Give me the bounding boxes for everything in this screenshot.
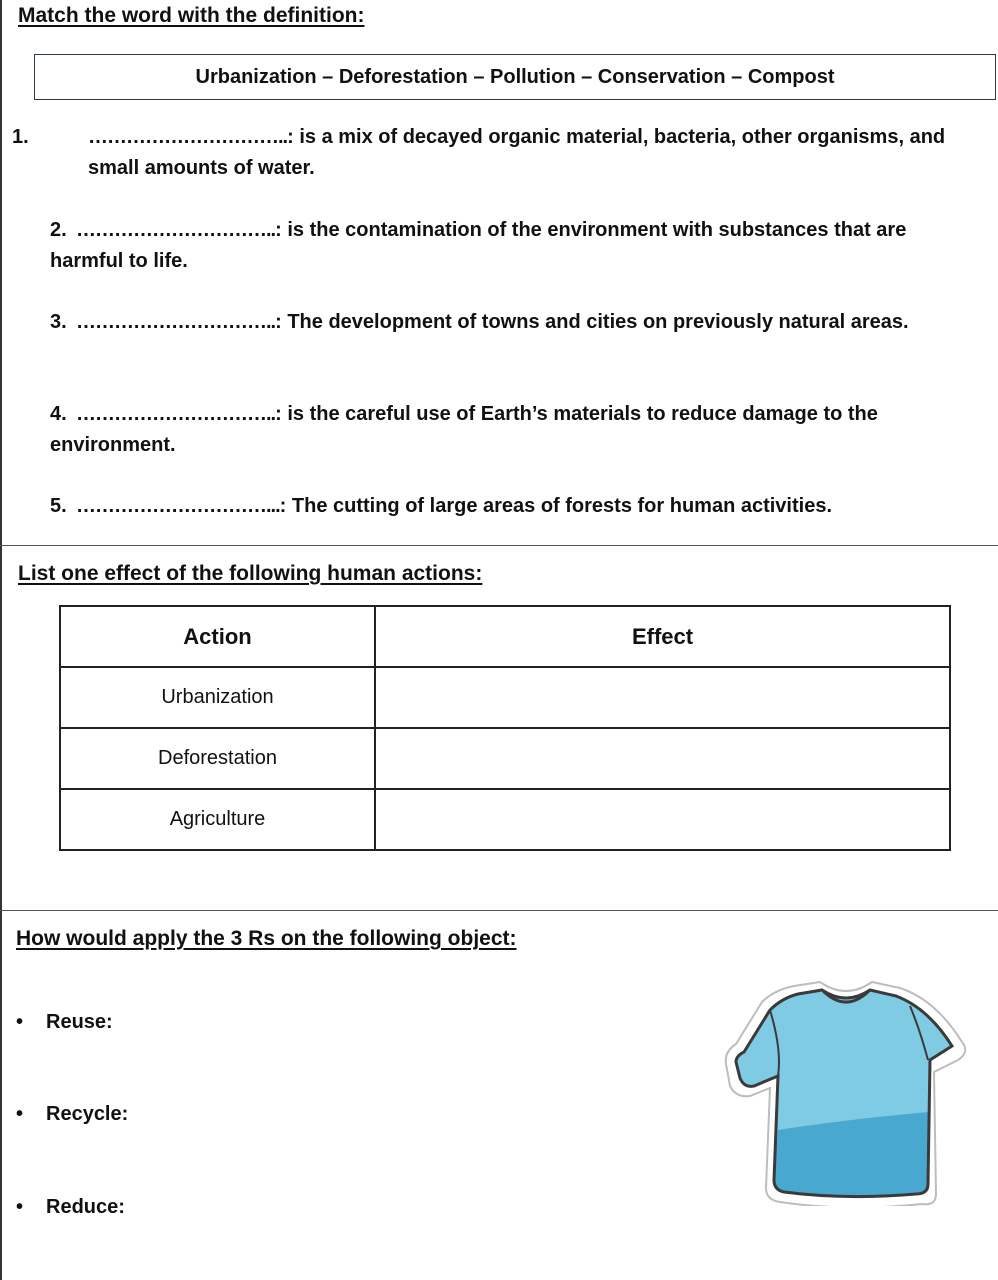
answer-blank[interactable]: ………………………….. (76, 403, 276, 425)
definition-text: : is the contamination of the environment with substances that are harmful to life. (50, 219, 907, 272)
bullet-reduce (16, 1196, 125, 1219)
item-number: 3. (50, 311, 67, 333)
bullet-dot: • (16, 1103, 24, 1125)
definition-text: : is a mix of decayed organic material, bacteria, other organisms, and small amounts of water. (88, 126, 946, 179)
answer-blank[interactable]: ………………………….. (76, 311, 276, 333)
item-number: 5. (50, 495, 67, 517)
table-header-row (60, 606, 950, 667)
bullet-dot: • (16, 1196, 24, 1218)
definition-item-5 (50, 491, 960, 522)
item-number: 4. (50, 403, 67, 425)
bullet-label: Reduce: (46, 1196, 125, 1218)
three-rs-heading: How would apply the 3 Rs on the following object: (16, 927, 517, 950)
answer-blank[interactable]: ………………………….. (88, 126, 288, 148)
action-cell: Deforestation (60, 728, 375, 789)
answer-blank[interactable]: …………………………... (76, 495, 280, 517)
match-heading: Match the word with the definition: (18, 4, 365, 27)
header-action: Action (60, 606, 375, 667)
item-number: 2. (50, 219, 67, 241)
effect-cell[interactable] (375, 728, 950, 789)
definition-text: : The cutting of large areas of forests for human activities. (279, 495, 833, 517)
action-cell: Agriculture (60, 789, 375, 850)
table-row (60, 667, 950, 728)
action-cell: Urbanization (60, 667, 375, 728)
effect-cell[interactable] (375, 667, 950, 728)
header-effect: Effect (375, 606, 950, 667)
definition-item-1 (12, 122, 998, 184)
t-shirt-icon (722, 980, 970, 1206)
page-left-border (0, 0, 2, 1280)
section-divider (0, 545, 998, 546)
bullet-reuse (16, 1011, 113, 1034)
effects-table (59, 605, 951, 851)
bullet-label: Recycle: (46, 1103, 129, 1125)
table-row (60, 789, 950, 850)
bullet-dot: • (16, 1011, 24, 1033)
answer-blank[interactable]: ………………………….. (76, 219, 276, 241)
effects-heading: List one effect of the following human actions: (18, 562, 483, 585)
effect-cell[interactable] (375, 789, 950, 850)
definition-text: : is the careful use of Earth’s materials to reduce damage to the environment. (50, 403, 878, 456)
bullet-recycle (16, 1103, 128, 1126)
definition-item-2 (50, 215, 960, 277)
definition-text: : The development of towns and cities on previously natural areas. (275, 311, 909, 333)
bullet-label: Reuse: (46, 1011, 113, 1033)
item-number: 1. (12, 126, 29, 148)
definition-item-3 (50, 307, 960, 338)
table-row (60, 728, 950, 789)
word-bank: Urbanization – Deforestation – Pollution – Conservation – Compost (34, 54, 996, 100)
section-divider (0, 910, 998, 911)
definition-item-4 (50, 399, 960, 461)
